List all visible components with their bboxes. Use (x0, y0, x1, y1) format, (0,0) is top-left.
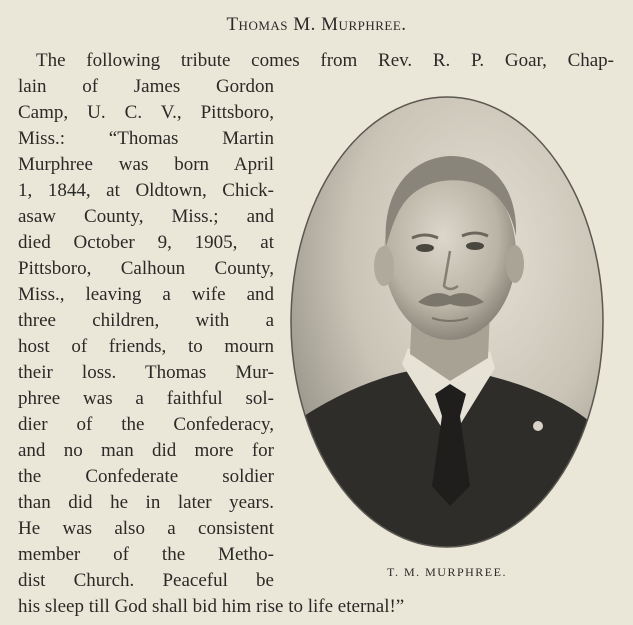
text-line: He was also a consistent (18, 518, 274, 539)
text-line: dist Church. Peaceful be (18, 570, 274, 591)
text-line: and no man did more for (18, 440, 274, 461)
text-line: dier of the Confederacy, (18, 414, 274, 435)
text-line: member of the Metho- (18, 544, 274, 565)
text-line: died October 9, 1905, at (18, 232, 274, 253)
text-line: Miss., leaving a wife and (18, 284, 274, 305)
text-line: than did he in later years. (18, 492, 274, 513)
text-line: phree was a faithful sol- (18, 388, 274, 409)
text-line: Murphree was born April (18, 154, 274, 175)
text-line: Miss.: “Thomas Martin (18, 128, 274, 149)
text-line: the Confederate soldier (18, 466, 274, 487)
portrait-caption: T. M. MURPHREE. (387, 565, 507, 579)
portrait-photo (290, 96, 604, 548)
text-line: Camp, U. C. V., Pittsboro, (18, 102, 274, 123)
text-line: host of friends, to mourn (18, 336, 274, 357)
text-line: his sleep till God shall bid him rise to life eternal!” (18, 596, 405, 617)
text-line: three children, with a (18, 310, 274, 331)
text-line: 1, 1844, at Oldtown, Chick- (18, 180, 274, 201)
article-title: Thomas M. Murphree. (226, 14, 407, 35)
text-line: lain of James Gordon (18, 76, 274, 97)
text-line: The following tribute comes from Rev. R. P. Goar, Chap- (36, 50, 614, 71)
text-line: Pittsboro, Calhoun County, (18, 258, 274, 279)
text-line: asaw County, Miss.; and (18, 206, 274, 227)
text-line: their loss. Thomas Mur- (18, 362, 274, 383)
